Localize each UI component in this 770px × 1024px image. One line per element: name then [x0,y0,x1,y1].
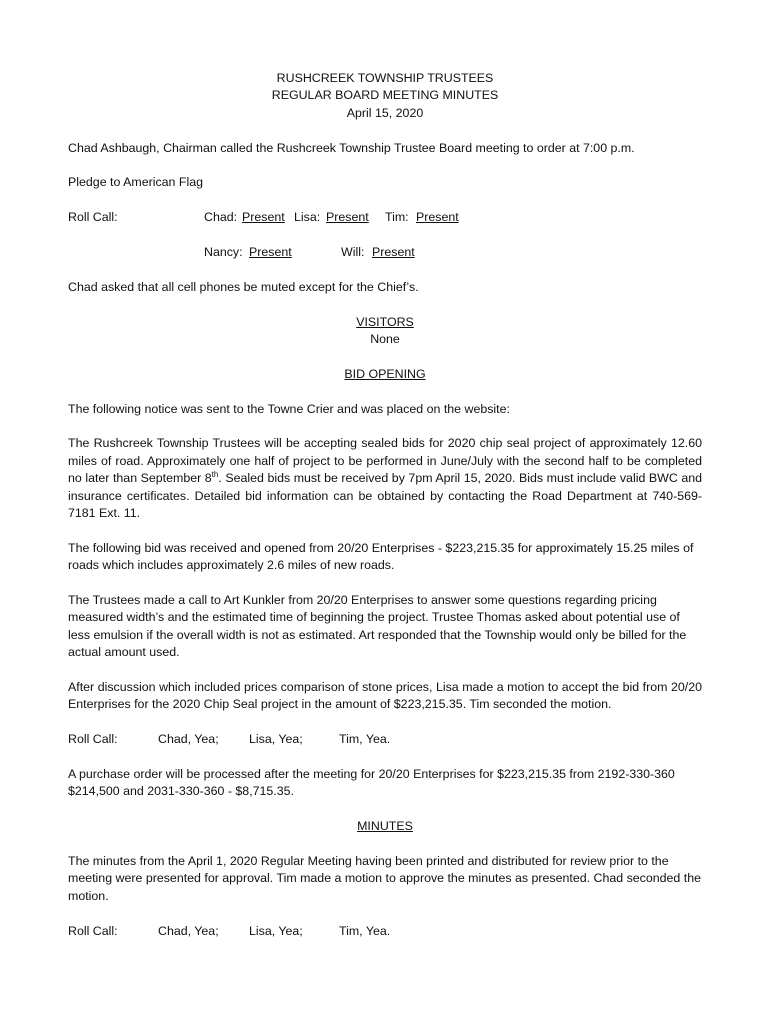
bid-notice-superscript: th [211,470,219,480]
tim-status: Present [416,210,459,225]
bid-received: The following bid was received and opened from 20/20 Enterprises - $223,215.35 for approximately 15.25 miles of roads which includes approximately 2.6 miles of new roads. [68,540,694,573]
call-paragraph: The Trustees made a call to Art Kunkler from 20/20 Enterprises to answer some questions regarding pricing measured width’s and the estimated time of beginning the project. Trustee Thomas asked about potential use of less emulsion if the overall width is not as estimated. Art responded that the Township would only be billed for the actual amount used. [68,592,687,660]
bid-notice [68,435,702,522]
chad-status: Present [242,210,285,225]
roll-call-attendance-row-1 [68,209,702,226]
roll-call-label: Roll Call: [68,732,118,747]
bid-notice-part1: The Rushcreek Township Trustees will be accepting sealed bids for 2020 chip seal project of approximately 12.60 miles of road. Approximately one half of project to be performed in June/July with the second half to be completed no later than September 8 [68,436,702,486]
minutes-body [68,70,702,940]
chad-vote: Chad, Yea; [158,732,219,747]
meeting-date: April 15, 2020 [346,105,424,120]
lisa-vote: Lisa, Yea; [249,732,303,747]
chad-label: Chad: [204,210,238,225]
notice-intro: The following notice was sent to the Towne Crier and was placed on the website: [68,401,510,416]
nancy-status: Present [249,244,292,259]
roll-call-label: Roll Call: [68,923,118,938]
roll-call-vote-bid [68,731,702,748]
tim-vote: Tim, Yea. [339,923,391,938]
roll-call-vote-minutes [68,923,702,940]
lisa-label: Lisa: [294,210,321,225]
bid-motion: After discussion which included prices comparison of stone prices, Lisa made a motion to accept the bid from 20/20 Enterprises for the 2020 Chip Seal project in the amount of $223,215.35. Tim seconded the motion. [68,680,702,712]
bid-opening-heading: BID OPENING [344,366,426,381]
roll-call-attendance-row-2 [68,244,702,261]
cell-phones-note: Chad asked that all cell phones be muted except for the Chief’s. [68,279,419,294]
nancy-label: Nancy: [204,244,243,259]
tim-vote: Tim, Yea. [339,732,391,747]
pledge: Pledge to American Flag [68,175,203,190]
minutes-heading: MINUTES [357,819,413,834]
visitors-value: None [370,331,400,346]
visitors-heading: VISITORS [356,314,414,329]
purchase-order: A purchase order will be processed after the meeting for 20/20 Enterprises for $223,215.35 from 2192-330-360 $214,500 and 2031-330-360 - $8,715.35. [68,766,675,799]
lisa-vote: Lisa, Yea; [249,923,303,938]
call-to-order: Chad Ashbaugh, Chairman called the Rushcreek Township Trustee Board meeting to order at 7:00 p.m. [68,140,635,155]
minutes-approval: The minutes from the April 1, 2020 Regular Meeting having been printed and distributed for review prior to the meeting were presented for approval. Tim made a motion to approve the minutes as presented. Chad seconded the motion. [68,853,701,903]
will-status: Present [372,244,415,259]
header-subtitle: REGULAR BOARD MEETING MINUTES [271,88,499,103]
header-title: RUSHCREEK TOWNSHIP TRUSTEES [276,71,494,85]
will-label: Will: [341,244,365,259]
lisa-status: Present [326,210,369,225]
roll-call-label: Roll Call: [68,210,118,225]
chad-vote: Chad, Yea; [158,923,219,938]
bid-notice-part2: . Sealed bids must be received by 7pm April 15, 2020. Bids must include valid BWC and insurance certificates. Detailed bid information can be obtained by contacting the Road Department at 740-569-7181 Ext. 11. [68,471,703,520]
tim-label: Tim: [385,210,409,225]
